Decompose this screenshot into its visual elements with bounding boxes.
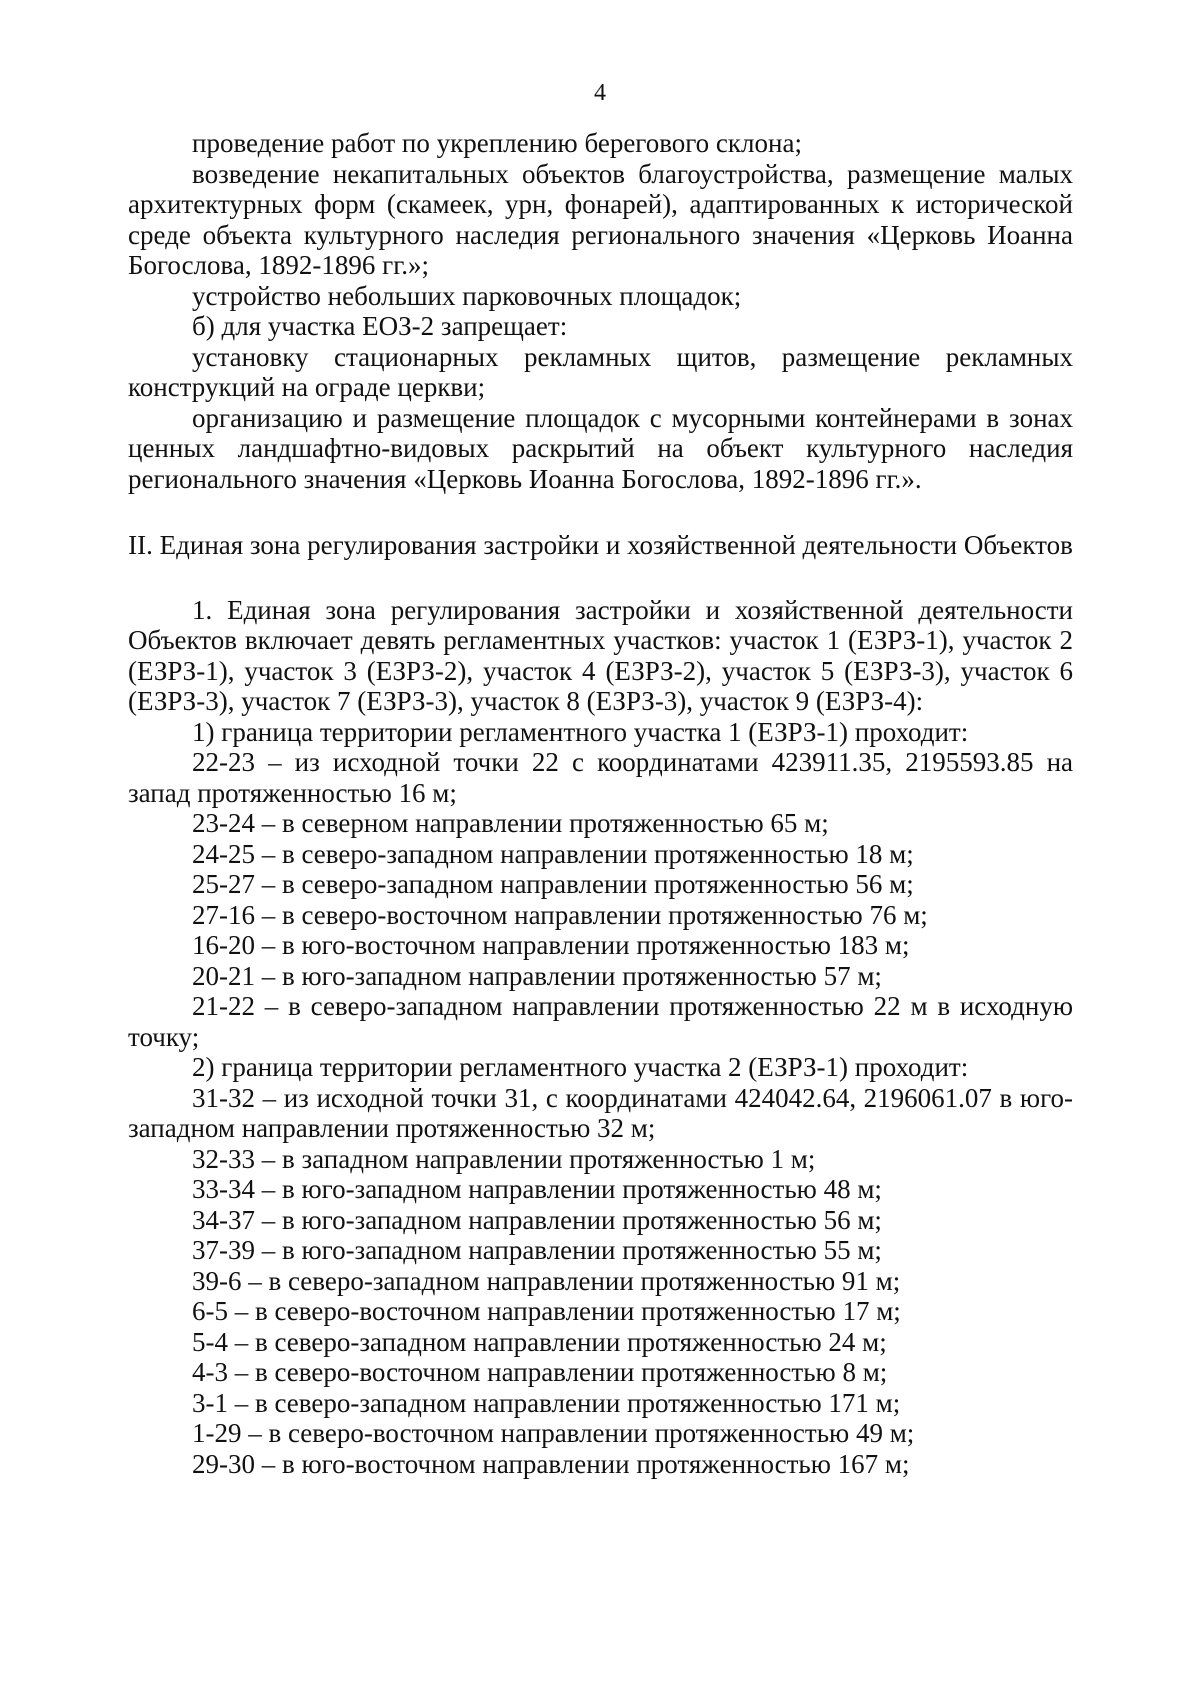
list-item: 25-27 – в северо-западном направлении протяженностью 56 м; — [192, 869, 914, 899]
page-number: 4 — [594, 80, 606, 106]
list-item: 5-4 – в северо-западном направлении протяженностью 24 м; — [192, 1326, 887, 1357]
list-item: 39-6 – в северо-западном направлении протяженностью 91 м; — [192, 1265, 901, 1296]
list-item: 16-20 – в юго-восточном направлении протяженностью 183 м; — [192, 930, 910, 960]
list-item: 29-30 – в юго-восточном направлении протяженностью 167 м; — [192, 1448, 910, 1479]
list-item: 6-5 – в северо-восточном направлении протяженностью 17 м; — [192, 1296, 901, 1326]
paragraph: 1) граница территории регламентного участка 1 (ЕЗРЗ-1) проходит: — [192, 716, 969, 747]
paragraph: б) для участка ЕОЗ-2 запрещает: — [192, 311, 568, 341]
paragraph: 22-23 – из исходной точки 22 с координатами 423911.35, 2195593.85 на запад протяженностью 16 м; — [128, 747, 1073, 808]
list-item: 1-29 – в северо-восточном направлении протяженностью 49 м; — [192, 1418, 915, 1448]
paragraph: возведение некапитальных объектов благоустройства, размещение малых архитектурных форм (скамеек, урн, фонарей), адаптированных к исторической среде объекта культурного наследия регионального значения «Церковь Иоанна Богослова, 1892-1896 гг.»; — [128, 158, 1073, 280]
list-item: 4-3 – в северо-восточном направлении протяженностью 8 м; — [192, 1357, 888, 1387]
list-item: 24-25 – в северо-западном направлении протяженностью 18 м; — [192, 838, 914, 869]
list-item: 20-21 – в юго-западном направлении протяженностью 57 м; — [192, 960, 882, 991]
list-item: 37-39 – в юго-западном направлении протяженностью 55 м; — [192, 1235, 882, 1265]
list-item: 21-22 – в северо-западном направлении протяженностью 22 м в исходную точку; — [128, 991, 1073, 1052]
list-item: 23-24 – в северном направлении протяженностью 65 м; — [192, 808, 829, 838]
list-item: 33-34 – в юго-западном направлении протяженностью 48 м; — [192, 1174, 882, 1204]
document-body — [128, 128, 1073, 1479]
paragraph: 1. Единая зона регулирования застройки и хозяйственной деятельности Объектов включает девять регламентных участков: участок 1 (ЕЗРЗ-1), участок 2 (ЕЗРЗ-1), участок 3 (ЕЗРЗ-2), участок 4 (ЕЗРЗ-2), участок 5 (ЕЗРЗ-3), участок 6 (ЕЗРЗ-3), участок 7 (ЕЗРЗ-3), участок 8 (ЕЗРЗ-3), участок 9 (ЕЗРЗ-4): — [128, 594, 1073, 716]
list-item: 31-32 – из исходной точки 31, с координатами 424042.64, 2196061.07 в юго-западном направлении протяженностью 32 м; — [128, 1082, 1073, 1143]
section-heading: II. Единая зона регулирования застройки и хозяйственной деятельности Объектов — [128, 530, 1073, 560]
list-item: 32-33 – в западном направлении протяженностью 1 м; — [192, 1143, 816, 1174]
paragraph: установку стационарных рекламных щитов, размещение рекламных конструкций на ограде церкви; — [128, 341, 1073, 402]
list-item: 3-1 – в северо-западном направлении протяженностью 171 м; — [192, 1387, 901, 1418]
paragraph: организацию и размещение площадок с мусорными контейнерами в зонах ценных ландшафтно-видовых раскрытий на объект культурного наследия регионального значения «Церковь Иоанна Богослова, 1892-1896 гг.». — [128, 402, 1073, 494]
paragraph: 2) граница территории регламентного участка 2 (ЕЗРЗ-1) проходит: — [192, 1052, 969, 1082]
paragraph: устройство небольших парковочных площадок; — [192, 280, 742, 311]
list-item: 27-16 – в северо-восточном направлении протяженностью 76 м; — [192, 899, 928, 930]
paragraph: проведение работ по укреплению берегового склона; — [192, 128, 802, 158]
list-item: 34-37 – в юго-западном направлении протяженностью 56 м; — [192, 1204, 882, 1235]
